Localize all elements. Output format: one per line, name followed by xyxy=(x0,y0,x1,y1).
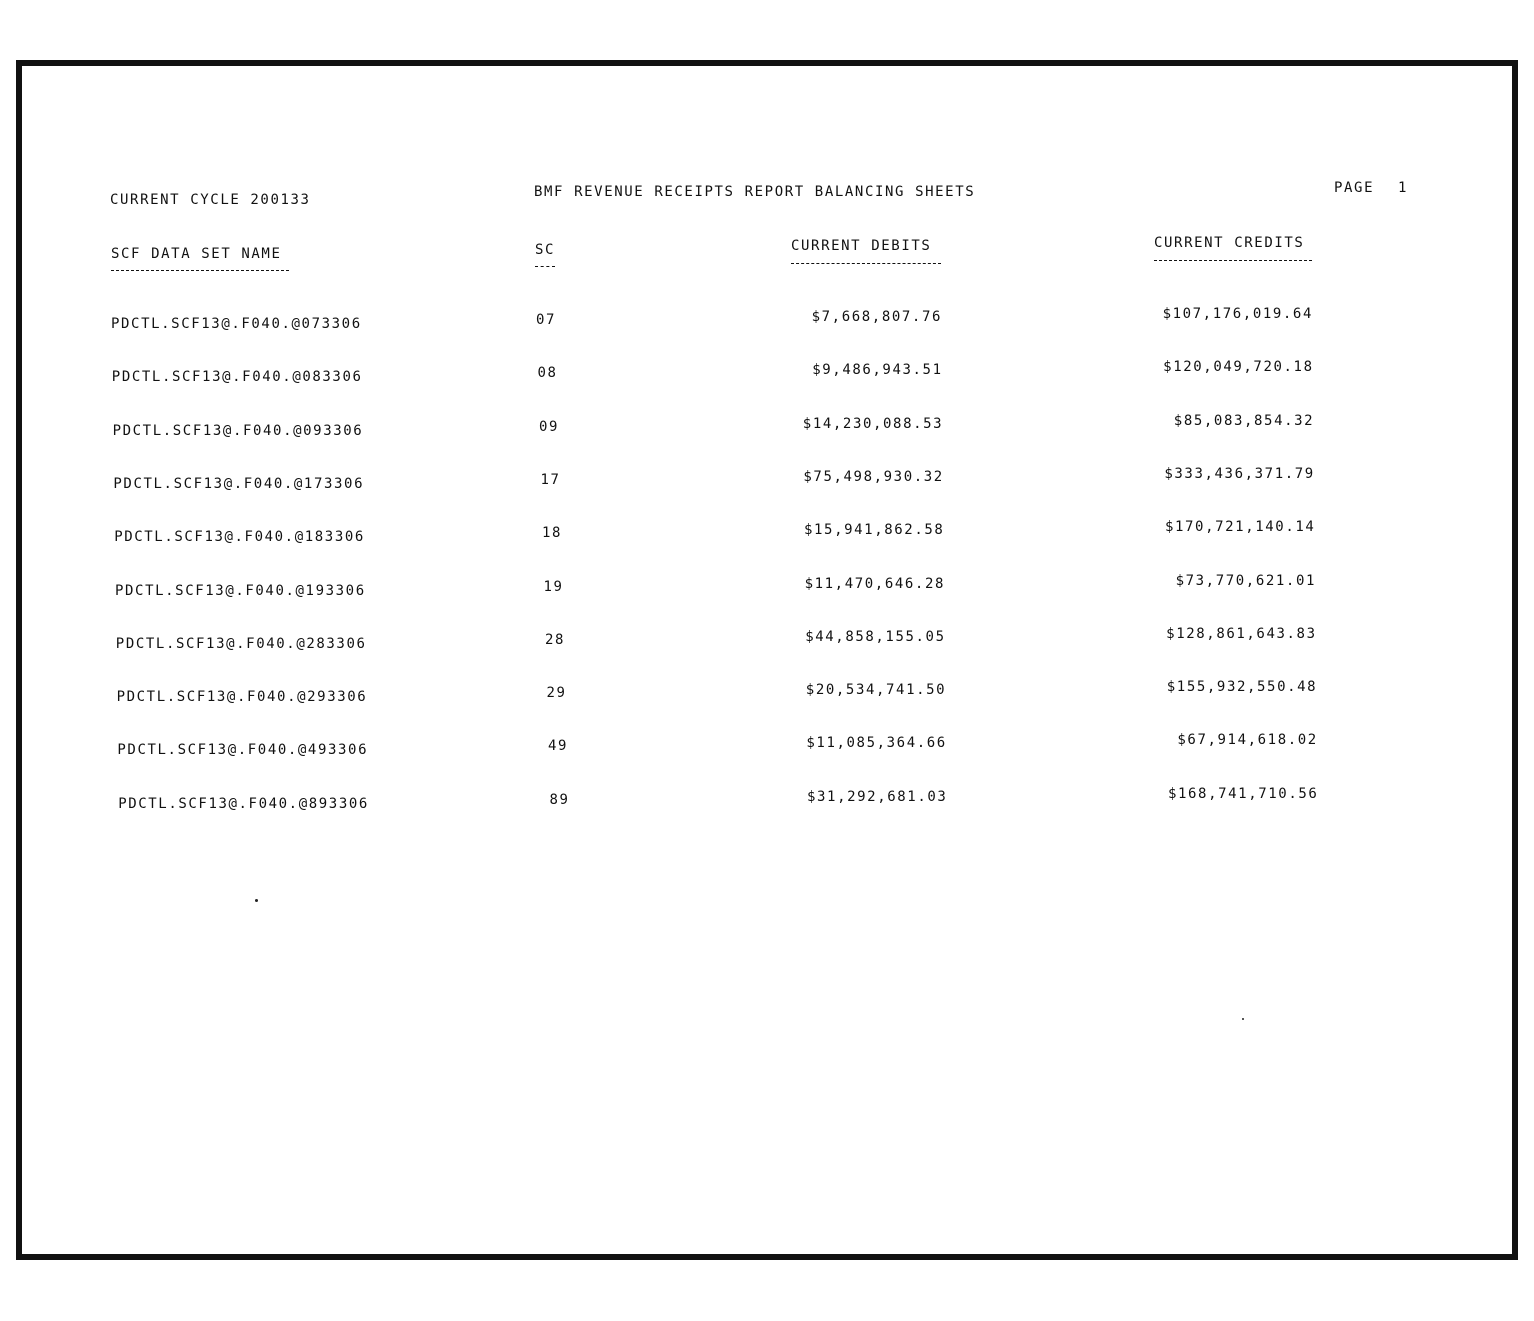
column-header-debits-underline xyxy=(791,263,941,264)
row-name: PDCTL.SCF13@.F040.@193306 xyxy=(115,582,366,599)
row-credits: $85,083,854.32 xyxy=(1173,412,1315,429)
row-sc: 17 xyxy=(540,471,561,488)
row-name: PDCTL.SCF13@.F040.@493306 xyxy=(117,742,369,759)
row-name: PDCTL.SCF13@.F040.@073306 xyxy=(111,316,362,332)
row-sc: 07 xyxy=(536,312,557,328)
row-name: PDCTL.SCF13@.F040.@283306 xyxy=(115,635,367,652)
row-sc: 18 xyxy=(542,525,563,542)
row-sc: 08 xyxy=(537,365,558,382)
row-name: PDCTL.SCF13@.F040.@093306 xyxy=(112,422,364,439)
page-number: 1 xyxy=(1398,180,1409,196)
column-header-name: SCF DATA SET NAME xyxy=(111,246,282,262)
column-header-debits: CURRENT DEBITS xyxy=(791,238,932,254)
column-header-name-underline xyxy=(111,270,289,271)
row-credits: $333,436,371.79 xyxy=(1164,465,1315,482)
row-sc: 29 xyxy=(546,685,567,702)
speck-mark xyxy=(255,899,258,902)
column-header-credits-underline xyxy=(1154,260,1312,261)
column-header-sc-underline xyxy=(535,266,555,267)
row-name: PDCTL.SCF13@.F040.@893306 xyxy=(118,795,369,812)
row-sc: 89 xyxy=(549,791,570,808)
row-name: PDCTL.SCF13@.F040.@173306 xyxy=(113,475,365,492)
row-debits: $15,941,862.58 xyxy=(804,522,945,539)
row-debits: $9,486,943.51 xyxy=(812,362,943,379)
row-credits: $73,770,621.01 xyxy=(1175,572,1316,589)
row-debits: $7,668,807.76 xyxy=(811,309,942,325)
row-credits: $120,049,720.18 xyxy=(1163,359,1314,376)
row-credits: $168,741,710.56 xyxy=(1167,785,1319,802)
report-title: BMF REVENUE RECEIPTS REPORT BALANCING SHEETS xyxy=(534,184,976,200)
row-sc: 28 xyxy=(545,631,566,648)
row-debits: $14,230,088.53 xyxy=(802,415,944,432)
column-header-sc: SC xyxy=(535,242,556,258)
row-credits: $67,914,618.02 xyxy=(1177,732,1318,749)
page-label: PAGE xyxy=(1334,180,1375,196)
row-credits: $155,932,550.48 xyxy=(1166,679,1318,696)
row-sc: 19 xyxy=(543,578,564,595)
cycle-label: CURRENT CYCLE 200133 xyxy=(110,192,311,208)
row-sc: 09 xyxy=(539,418,560,435)
row-debits: $20,534,741.50 xyxy=(805,682,947,699)
row-debits: $44,858,155.05 xyxy=(805,628,946,645)
row-sc: 49 xyxy=(548,738,569,755)
row-credits: $128,861,643.83 xyxy=(1166,625,1317,642)
row-credits: $107,176,019.64 xyxy=(1162,306,1313,322)
row-name: PDCTL.SCF13@.F040.@083306 xyxy=(111,369,363,386)
row-name: PDCTL.SCF13@.F040.@183306 xyxy=(114,529,365,546)
row-debits: $11,085,364.66 xyxy=(806,735,947,752)
row-debits: $31,292,681.03 xyxy=(807,788,948,805)
row-credits: $170,721,140.14 xyxy=(1164,519,1316,536)
row-debits: $11,470,646.28 xyxy=(804,575,945,592)
row-debits: $75,498,930.32 xyxy=(803,468,944,485)
column-header-credits: CURRENT CREDITS xyxy=(1154,235,1305,251)
row-name: PDCTL.SCF13@.F040.@293306 xyxy=(116,689,368,706)
speck-mark xyxy=(1242,1018,1244,1020)
